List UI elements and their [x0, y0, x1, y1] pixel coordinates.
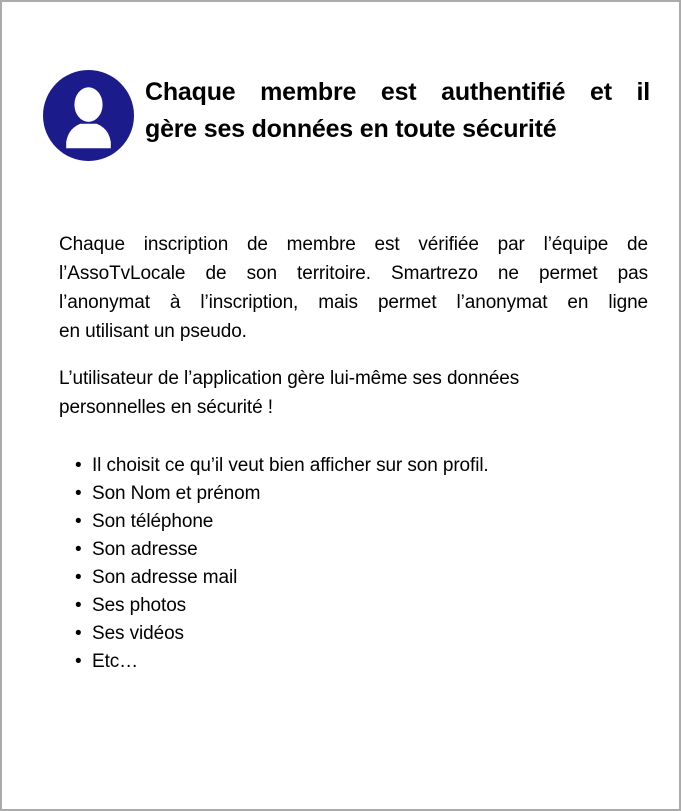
list-item-label: Son adresse	[92, 539, 198, 560]
paragraph-line: personnelles en sécurité !	[59, 397, 273, 418]
list-item-label: Son Nom et prénom	[92, 483, 261, 504]
paragraph-line: L’utilisateur de l’application gère lui-même ses données	[59, 368, 520, 389]
list-item	[75, 452, 489, 480]
list-item	[75, 536, 489, 564]
page-title	[145, 74, 650, 148]
bullet-icon: •	[75, 511, 82, 532]
paragraph-verification	[59, 230, 648, 346]
list-item-label: Ses vidéos	[92, 623, 184, 644]
paragraph-line: l’anonymat à l’inscription, mais permet l’anonymat en ligne	[59, 292, 648, 313]
bullet-icon: •	[75, 483, 82, 504]
bullet-icon: •	[75, 651, 82, 672]
profile-data-list	[75, 452, 489, 676]
list-item	[75, 508, 489, 536]
list-item-label: Ses photos	[92, 595, 187, 616]
list-item	[75, 564, 489, 592]
bullet-icon: •	[75, 455, 82, 476]
list-item	[75, 620, 489, 648]
bullet-icon: •	[75, 539, 82, 560]
person-icon	[40, 70, 137, 161]
list-item-label: Son téléphone	[92, 511, 214, 532]
list-item-label: Son adresse mail	[92, 567, 238, 588]
paragraph-user-manages	[59, 364, 648, 422]
page-title-line: Chaque membre est authentifié et il	[145, 78, 650, 106]
bullet-icon: •	[75, 595, 82, 616]
list-item	[75, 592, 489, 620]
list-item	[75, 648, 489, 676]
paragraph-line: Chaque inscription de membre est vérifiée par l’équipe de	[59, 234, 648, 255]
list-item	[75, 480, 489, 508]
bullet-icon: •	[75, 567, 82, 588]
paragraph-line: l’AssoTvLocale de son territoire. Smartrezo ne permet pas	[59, 263, 648, 284]
list-item-label: Il choisit ce qu’il veut bien afficher sur son profil.	[92, 455, 489, 476]
paragraph-line: en utilisant un pseudo.	[59, 321, 247, 342]
list-item-label: Etc…	[92, 651, 139, 672]
bullet-icon: •	[75, 623, 82, 644]
page-title-line: gère ses données en toute sécurité	[145, 115, 557, 143]
